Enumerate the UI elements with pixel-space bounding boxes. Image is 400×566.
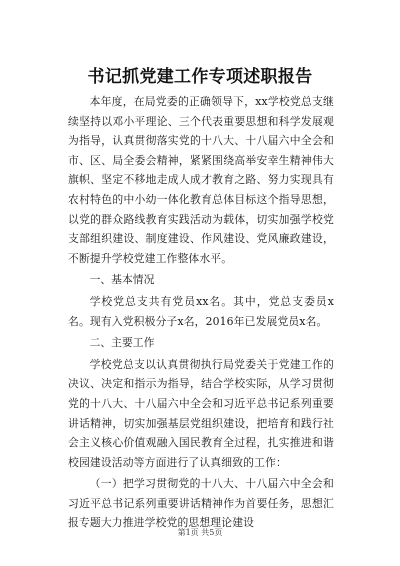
document-title: 书记抓党建工作专项述职报告 bbox=[87, 67, 313, 87]
paragraph-intro: 本年度，在局党委的正确领导下，xx学校党总支继续坚持以邓小平理论、三个代表重要思想和科学发展观为指导，认真贯彻落实党的十八大、十八届六中全会和市、区、局全委会精神，紧紧围绕高举安幸生精神伟大旗帜、坚定不移地走成人成才教育之路、努力实现具有农村特色的中小幼一体化教育总体目标这个指导思想，以党的群众路线教育实践活动为载体，切实加强学校党支部组织建设、制度建设、作风建设、党风廉政建设，不断提升学校党建工作整体水平。 bbox=[68, 95, 334, 265]
document-body bbox=[68, 92, 334, 535]
section-heading-main-work: 二、主要工作 bbox=[89, 336, 155, 350]
paragraph-main-work: 学校党总支以认真贯彻执行局党委关于党建工作的决议、决定和指示为指导，结合学校实际，从学习贯彻党的十八大、十八届六中全会和习近平总书记系列重要讲话精神，切实加强基层党组织建设，把培育和践行社会主义核心价值观融入国民教育全过程，扎实推进和谐校园建设活动等方面进行了认真细致的工作： bbox=[68, 357, 334, 469]
paragraph-subsection-one: （一）把学习贯彻党的十八大、十八届六中全会和习近平总书记系列重要讲话精神作为首要任务，思想汇报专题大力推进学校党的思想理论建设 bbox=[68, 477, 334, 530]
section-heading-basic-info: 一、基本情况 bbox=[89, 273, 155, 287]
paragraph-basic-info: 学校党总支共有党员xx名。其中，党总支委员x名。现有入党积极分子x名，2016年已发展党员x名。 bbox=[68, 294, 334, 328]
page-number-footer: 第1页 共5页 bbox=[177, 528, 223, 537]
